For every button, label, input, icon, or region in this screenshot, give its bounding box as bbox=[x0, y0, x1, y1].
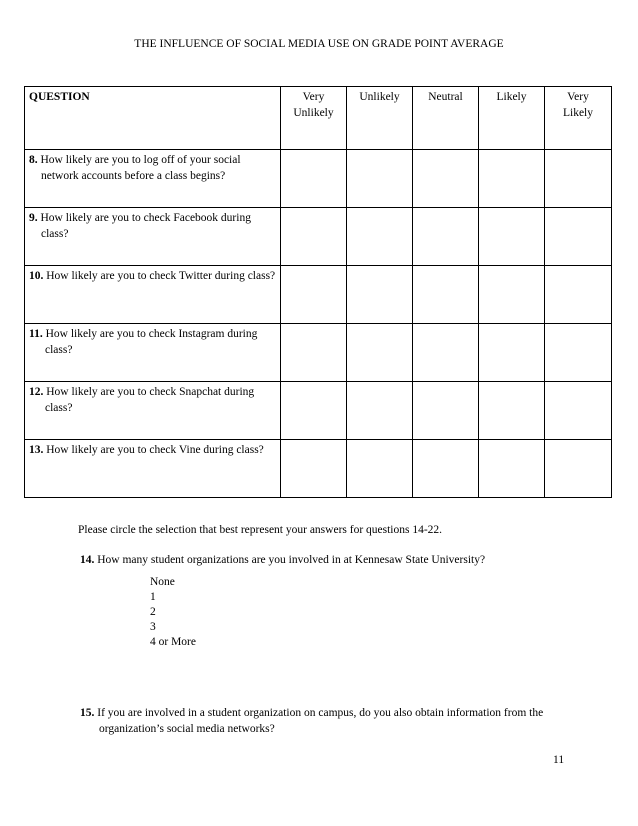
table-row bbox=[25, 382, 612, 440]
question-cell bbox=[25, 150, 281, 208]
answer-cell-very-likely[interactable] bbox=[545, 382, 612, 440]
answer-cell-likely[interactable] bbox=[479, 440, 545, 498]
column-header-neutral: Neutral bbox=[413, 87, 479, 150]
answer-cell-neutral[interactable] bbox=[413, 324, 479, 382]
question-text: How likely are you to check Snapchat during class? bbox=[45, 386, 255, 414]
column-header-unlikely: Unlikely bbox=[347, 87, 413, 150]
answer-cell-very-unlikely[interactable] bbox=[281, 382, 347, 440]
option-3[interactable]: 3 bbox=[150, 620, 156, 633]
question-number: 13. bbox=[29, 444, 44, 456]
question-14 bbox=[80, 553, 579, 569]
table-row bbox=[25, 150, 612, 208]
question-number: 11. bbox=[29, 328, 43, 340]
option-none[interactable]: None bbox=[150, 576, 175, 588]
answer-cell-likely[interactable] bbox=[479, 150, 545, 208]
table-row bbox=[25, 440, 612, 498]
answer-cell-very-unlikely[interactable] bbox=[281, 208, 347, 266]
answer-cell-very-likely[interactable] bbox=[545, 266, 612, 324]
table-row bbox=[25, 266, 612, 324]
answer-cell-likely[interactable] bbox=[479, 266, 545, 324]
question-text: How likely are you to check Facebook during class? bbox=[40, 212, 251, 240]
question-cell bbox=[25, 440, 281, 498]
answer-cell-very-likely[interactable] bbox=[545, 440, 612, 498]
answer-cell-very-unlikely[interactable] bbox=[281, 266, 347, 324]
option-2[interactable]: 2 bbox=[150, 605, 156, 618]
answer-cell-unlikely[interactable] bbox=[347, 440, 413, 498]
answer-cell-neutral[interactable] bbox=[413, 266, 479, 324]
likert-table bbox=[24, 86, 612, 498]
column-header-likely: Likely bbox=[479, 87, 545, 150]
question-text: How likely are you to check Twitter during class? bbox=[46, 270, 276, 282]
question-cell bbox=[25, 266, 281, 324]
column-header-question: QUESTION bbox=[25, 87, 281, 150]
answer-cell-neutral[interactable] bbox=[413, 440, 479, 498]
answer-cell-likely[interactable] bbox=[479, 208, 545, 266]
question-text: How likely are you to check Vine during class? bbox=[46, 444, 264, 456]
question-number: 9. bbox=[29, 212, 38, 224]
page-title: THE INFLUENCE OF SOCIAL MEDIA USE ON GRADE POINT AVERAGE bbox=[134, 38, 504, 50]
question-text: How likely are you to log off of your social network accounts before a class begins? bbox=[40, 154, 241, 182]
answer-cell-unlikely[interactable] bbox=[347, 150, 413, 208]
question-text: If you are involved in a student organization on campus, do you also obtain information from the organization’s social media networks? bbox=[97, 707, 544, 735]
question-text: How likely are you to check Instagram during class? bbox=[45, 328, 258, 356]
question-text: How many student organizations are you involved in at Kennesaw State University? bbox=[97, 554, 486, 566]
question-cell bbox=[25, 208, 281, 266]
answer-cell-very-unlikely[interactable] bbox=[281, 150, 347, 208]
question-cell bbox=[25, 324, 281, 382]
answer-cell-very-unlikely[interactable] bbox=[281, 440, 347, 498]
answer-cell-very-likely[interactable] bbox=[545, 324, 612, 382]
table-row bbox=[25, 324, 612, 382]
option-4-or-more[interactable]: 4 or More bbox=[150, 635, 196, 648]
option-1[interactable]: 1 bbox=[150, 590, 156, 603]
question-number: 14. bbox=[80, 554, 95, 566]
answer-cell-unlikely[interactable] bbox=[347, 324, 413, 382]
table-row bbox=[25, 208, 612, 266]
answer-cell-very-likely[interactable] bbox=[545, 150, 612, 208]
question-cell bbox=[25, 382, 281, 440]
answer-cell-very-unlikely[interactable] bbox=[281, 324, 347, 382]
answer-cell-unlikely[interactable] bbox=[347, 208, 413, 266]
table-header-row bbox=[25, 87, 612, 150]
answer-cell-neutral[interactable] bbox=[413, 150, 479, 208]
answer-cell-unlikely[interactable] bbox=[347, 382, 413, 440]
answer-cell-very-likely[interactable] bbox=[545, 208, 612, 266]
page-number: 11 bbox=[553, 754, 565, 766]
question-number: 10. bbox=[29, 270, 44, 282]
question-15 bbox=[80, 706, 579, 738]
question-number: 8. bbox=[29, 154, 38, 166]
column-header-very-likely: Very Likely bbox=[545, 87, 612, 150]
column-header-very-unlikely: Very Unlikely bbox=[281, 87, 347, 150]
answer-cell-likely[interactable] bbox=[479, 382, 545, 440]
answer-cell-neutral[interactable] bbox=[413, 382, 479, 440]
answer-cell-neutral[interactable] bbox=[413, 208, 479, 266]
answer-cell-unlikely[interactable] bbox=[347, 266, 413, 324]
instruction-text: Please circle the selection that best represent your answers for questions 14-22. bbox=[78, 524, 443, 536]
question-number: 12. bbox=[29, 386, 44, 398]
answer-cell-likely[interactable] bbox=[479, 324, 545, 382]
answer-options-14 bbox=[150, 575, 196, 650]
question-number: 15. bbox=[80, 707, 95, 719]
